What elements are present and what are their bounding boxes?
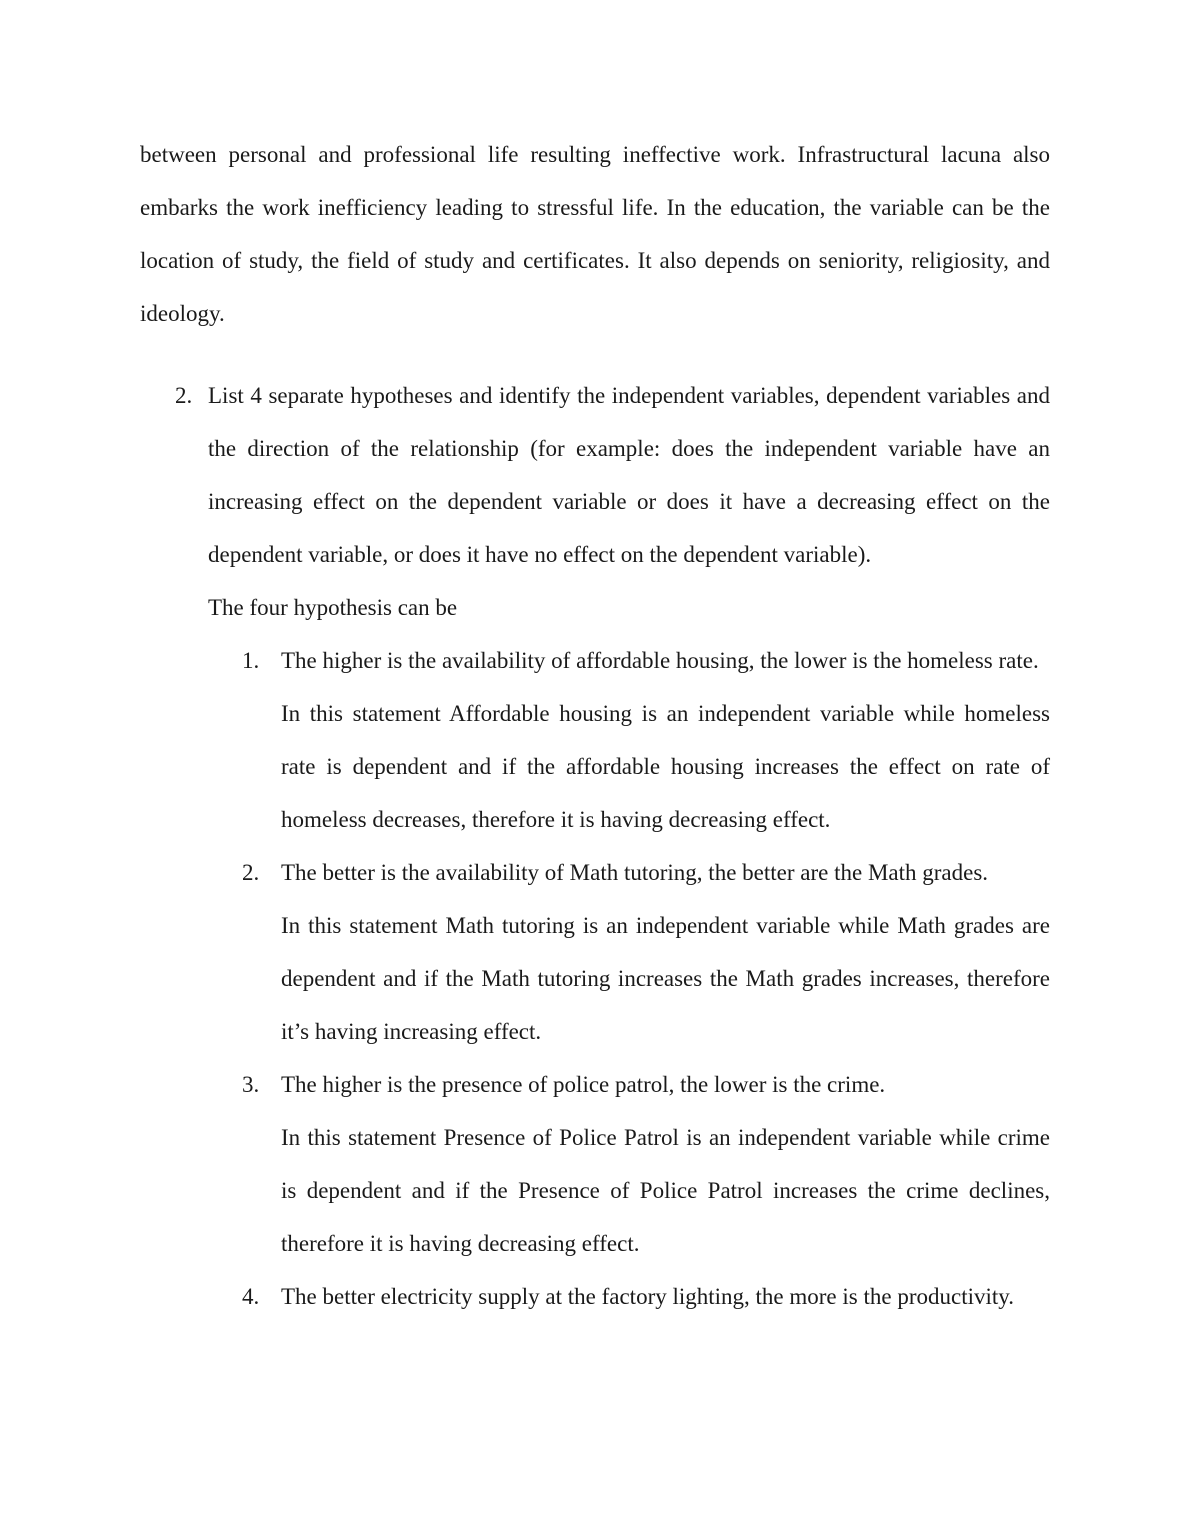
body-paragraph: between personal and professional life resulting ineffective work. Infrastructural lacuna also embarks the work inefficiency leading to stressful life. In the education, the variable can be the location of study, the field of study and certificates. It also depends on seniority, religiosity, and ideology. <box>140 142 1050 326</box>
hypotheses-intro: The four hypothesis can be <box>208 595 458 620</box>
hypothesis-item-4 <box>242 1270 1050 1323</box>
hypothesis-3-explanation: In this statement Presence of Police Patrol is an independent variable while crime is dependent and if the Presence of Police Patrol increases the crime declines, therefore it is having decreasing effect. <box>281 1125 1050 1256</box>
hypothesis-1-number: 1. <box>242 648 260 673</box>
hypothesis-2-statement: The better is the availability of Math tutoring, the better are the Math grades. <box>281 860 989 885</box>
hypothesis-1-statement: The higher is the availability of affordable housing, the lower is the homeless rate. <box>281 648 1039 673</box>
list-item-2-number: 2. <box>175 383 193 408</box>
list-item-2-text: List 4 separate hypotheses and identify the independent variables, dependent variables and the direction of the relationship (for example: does the independent variable have an increasing effect on the dependent variable or does it have a decreasing effect on the dependent variable, or does it have no effect on the dependent variable). <box>208 383 1050 567</box>
list-item-2 <box>175 369 1050 1323</box>
hypothesis-4-statement: The better electricity supply at the factory lighting, the more is the productivity. <box>281 1284 1015 1309</box>
hypothesis-2-explanation: In this statement Math tutoring is an independent variable while Math grades are dependent and if the Math tutoring increases the Math grades increases, therefore it’s having increasing effect. <box>281 913 1050 1044</box>
hypothesis-3-number: 3. <box>242 1072 260 1097</box>
hypothesis-1-explanation: In this statement Affordable housing is an independent variable while homeless rate is dependent and if the affordable housing increases the effect on rate of homeless decreases, therefore it is having decreasing effect. <box>281 701 1050 832</box>
hypothesis-item-1 <box>242 634 1050 846</box>
hypothesis-item-2 <box>242 846 1050 1058</box>
hypothesis-4-number: 4. <box>242 1284 260 1309</box>
hypothesis-item-3 <box>242 1058 1050 1270</box>
hypothesis-2-number: 2. <box>242 860 260 885</box>
hypothesis-3-statement: The higher is the presence of police patrol, the lower is the crime. <box>281 1072 886 1097</box>
